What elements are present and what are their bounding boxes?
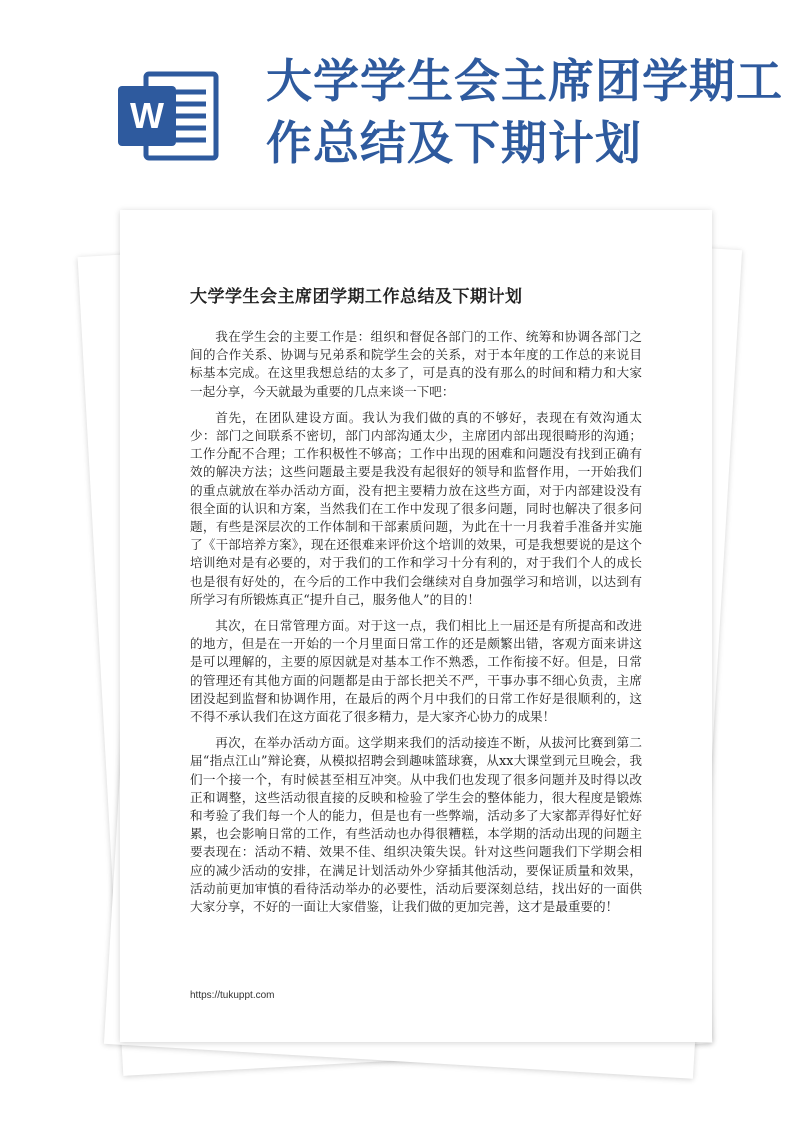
word-document-icon (112, 68, 224, 164)
word-icon-letter: W (130, 95, 164, 136)
document-page (120, 210, 712, 1042)
paragraph: 我在学生会的主要工作是：组织和督促各部门的工作、统筹和协调各部门之间的合作关系、协调与兄弟系和院学生会的关系，对于本年度的工作总的来说目标基本完成。在这里我想总结的太多了，可是真的没有那么的时间和精力和大家一起分享，今天就最为重要的几点来谈一下吧： (190, 329, 642, 399)
paragraph: 其次，在日常管理方面。对于这一点，我们相比上一届还是有所提高和改进的地方，但是在一开始的一个月里面日常工作的还是颇繁出错，客观方面来讲这是可以理解的，主要的原因就是对基本工作不熟悉，工作衔接不好。但是，日常的管理还有其他方面的问题都是由于部长把关不严，干事办事不细心负责，主席团没起到监督和协调作用，在最后的两个月中我们的日常工作好是很顺利的，这不得不承认我们在这方面花了很多精力，是大家齐心协力的成果！ (190, 618, 642, 725)
source-url: https://tukuppt.com (190, 990, 275, 1001)
document-body (190, 328, 642, 924)
paragraph: 再次，在举办活动方面。这学期来我们的活动接连不断，从拔河比赛到第二届“指点江山”辩论赛，从模拟招聘会到趣味篮球赛，从xx大课堂到元旦晚会，我们一个接一个，有时候甚至相互冲突。从中我们也发现了很多问题并及时得以改正和调整，这些活动很直接的反映和检验了学生会的整体能力，很大程度是锻炼和考验了我们每一个人的能力，但是也有一些弊端，活动多了大家都弄得好忙好累，也会影响日常的工作，有些活动也办得很糟糕，本学期的活动出现的问题主要表现在：活动不精、效果不佳、组织决策失误。针对这些问题我们下学期会相应的减少活动的安排，在满足计划活动外少穿插其他活动，要保证质量和效果，活动前更加审慎的看待活动举办的必要性，活动后要深刻总结，找出好的一面供大家分享，不好的一面让大家借鉴，让我们做的更加完善，这才是最重要的！ (190, 735, 642, 915)
paragraph: 首先，在团队建设方面。我认为我们做的真的不够好，表现在有效沟通太少：部门之间联系不密切，部门内部沟通太少，主席团内部出现很畸形的沟通；工作分配不合理；工作积极性不够高；工作中出现的困难和问题没有找到正确有效的解决方法；这些问题最主要是我没有起很好的领导和监督作用，一开始我们的重点就放在举办活动方面，没有把主要精力放在这些方面，对于内部建设没有很全面的认识和方案，当然我们在工作中发现了很多问题，同时也解决了很多问题，有些是深层次的工作体制和干部素质问题，为此在十一月我着手准备并实施了《干部培养方案》，现在还很难来评价这个培训的效果，可是我想要说的是这个培训绝对是有必要的，对于我们的工作和学习十分有利的，对于我们个人的成长也是很有好处的，在今后的工作中我们会继续对自身加强学习和培训，以达到有所学习有所锻炼真正“提升自己，服务他人”的目的！ (190, 409, 642, 607)
page-header-title: 大学学生会主席团学期工作总结及下期计划 (266, 54, 783, 170)
document-title: 大学学生会主席团学期工作总结及下期计划 (190, 287, 523, 307)
